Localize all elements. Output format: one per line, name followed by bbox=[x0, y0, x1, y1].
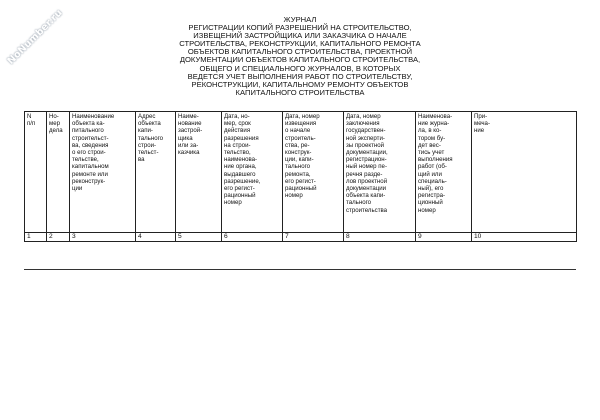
column-header bbox=[283, 112, 344, 233]
column-header-line: дела bbox=[49, 127, 63, 135]
column-header-line: меча- bbox=[474, 120, 490, 128]
column-header-line: номер bbox=[224, 199, 242, 207]
column-number: 5 bbox=[176, 233, 222, 242]
column-header-line: капи- bbox=[138, 127, 153, 135]
title-line: СТРОИТЕЛЬСТВА, РЕКОНСТРУКЦИИ, КАПИТАЛЬНОГО РЕМОНТА bbox=[179, 39, 421, 49]
column-header-line: рационный bbox=[224, 192, 256, 200]
column-header bbox=[136, 112, 176, 233]
column-header-line: ционный bbox=[418, 199, 443, 207]
column-header bbox=[416, 112, 472, 233]
column-header-line: тального bbox=[285, 163, 311, 171]
column-header-line: застрой- bbox=[178, 127, 203, 135]
column-header bbox=[47, 112, 70, 233]
column-header-line: документации bbox=[346, 185, 387, 193]
column-header-line: о начале bbox=[285, 127, 311, 135]
column-header-line: строительст- bbox=[72, 134, 109, 142]
column-header-line: извещения bbox=[285, 120, 317, 128]
column-header-line: разрешения bbox=[224, 134, 259, 142]
title-line: РЕКОНСТРУКЦИИ, КАПИТАЛЬНОМУ РЕМОНТУ ОБЪЕКТОВ bbox=[191, 79, 409, 89]
title-line: ОБЪЕКТОВ КАПИТАЛЬНОГО СТРОИТЕЛЬСТВА, ПРОЕКТНОЙ bbox=[187, 47, 413, 57]
column-header bbox=[70, 112, 136, 233]
column-header-line: капитальном bbox=[72, 163, 109, 171]
column-header-line: ремонта, bbox=[285, 170, 311, 178]
column-header-line: При- bbox=[474, 113, 488, 120]
column-header-line: Но- bbox=[49, 113, 59, 120]
column-number: 7 bbox=[283, 233, 344, 242]
column-header-line: Наименова- bbox=[418, 113, 453, 120]
column-header-line: ства, ре- bbox=[285, 141, 310, 149]
column-header-line: разрешение, bbox=[224, 177, 261, 185]
column-header-line: ции, капи- bbox=[285, 156, 314, 164]
column-header-line: строительства bbox=[346, 206, 388, 214]
column-header-line: государствен- bbox=[346, 127, 386, 135]
title-line: ЖУРНАЛ bbox=[283, 15, 317, 24]
column-header-line: Дата, номер bbox=[285, 113, 320, 120]
column-number: 8 bbox=[344, 233, 416, 242]
column-header-line: тись учет bbox=[418, 149, 445, 157]
column-header-line: выдавшего bbox=[224, 170, 256, 178]
column-header-line: номер bbox=[418, 206, 436, 214]
column-header-line: регистрацион- bbox=[346, 156, 387, 164]
column-header-line: специаль- bbox=[418, 177, 447, 185]
column-header-line: щика bbox=[178, 134, 193, 142]
table-header-row bbox=[25, 112, 577, 233]
column-header-line: Дата, номер bbox=[346, 113, 381, 120]
title-line: ВЕДЕТСЯ УЧЕТ ВЫПОЛНЕНИЯ РАБОТ ПО СТРОИТЕЛЬСТВУ, bbox=[187, 71, 413, 81]
watermark-logo: NoNumber.ru bbox=[5, 7, 65, 67]
title-line: КАПИТАЛЬНОГО СТРОИТЕЛЬСТВА bbox=[235, 87, 365, 97]
column-header-line: ный), его bbox=[418, 185, 444, 193]
column-header-line: мер bbox=[49, 120, 60, 128]
column-header-line: ный номер пе- bbox=[346, 163, 387, 171]
column-header-line: работ (об- bbox=[418, 163, 447, 171]
column-header bbox=[472, 112, 577, 233]
column-header-line: тельстве, bbox=[72, 156, 99, 164]
column-header-line: объекта капи- bbox=[346, 192, 386, 200]
title-line: ИЗВЕЩЕНИЙ ЗАСТРОЙЩИКА ИЛИ ЗАКАЗЧИКА О НАЧАЛЕ bbox=[193, 31, 407, 41]
column-header-line: зы проектной bbox=[346, 141, 385, 149]
column-header bbox=[176, 112, 222, 233]
column-number: 3 bbox=[70, 233, 136, 242]
column-header-line: реконструк- bbox=[72, 177, 106, 185]
column-header-line: Наиме- bbox=[178, 113, 199, 120]
column-header bbox=[222, 112, 283, 233]
title-line: РЕГИСТРАЦИИ КОПИЙ РАЗРЕШЕНИЙ НА СТРОИТЕЛЬСТВО, bbox=[188, 23, 412, 33]
journal-title bbox=[160, 16, 440, 97]
column-header-line: на строи- bbox=[224, 141, 251, 149]
column-header-line: о его строи- bbox=[72, 149, 106, 157]
title-line: ДОКУМЕНТАЦИИ ОБЪЕКТОВ КАПИТАЛЬНОГО СТРОИТЕЛЬСТВА, bbox=[179, 55, 421, 65]
column-number: 10 bbox=[472, 233, 577, 242]
column-header-line: ние органа, bbox=[224, 163, 257, 171]
column-header-line: конструк- bbox=[285, 149, 312, 157]
column-header-line: объекта bbox=[138, 120, 161, 128]
column-header-line: ва bbox=[138, 156, 145, 164]
column-header-line: п/п bbox=[27, 120, 36, 128]
column-header-line: номер bbox=[285, 192, 303, 200]
column-header-line: тельст- bbox=[138, 149, 159, 157]
column-header-line: строи- bbox=[138, 141, 157, 149]
column-header-line: выполнения bbox=[418, 156, 453, 164]
column-header-line: тором бу- bbox=[418, 134, 446, 142]
column-header bbox=[344, 112, 416, 233]
column-number: 1 bbox=[25, 233, 47, 242]
journal-table bbox=[24, 111, 577, 242]
column-header-line: щий или bbox=[418, 170, 442, 178]
column-header bbox=[25, 112, 47, 233]
column-header-line: его регист- bbox=[224, 185, 255, 193]
column-header-line: регистра- bbox=[418, 192, 446, 200]
column-header-line: документации, bbox=[346, 149, 388, 157]
column-header-line: казчика bbox=[178, 149, 200, 157]
column-header-line: ние журна- bbox=[418, 120, 450, 128]
column-header-line: мер, срок bbox=[224, 120, 251, 128]
column-header-line: Наименование bbox=[72, 113, 115, 120]
column-header-line: ремонте или bbox=[72, 170, 108, 178]
column-header-line: ние bbox=[474, 127, 485, 135]
column-header-line: речня разде- bbox=[346, 170, 383, 178]
column-header-line: объекта ка- bbox=[72, 120, 105, 128]
column-header-line: нование bbox=[178, 120, 202, 128]
column-header-line: ла, в ко- bbox=[418, 127, 442, 135]
column-header-line: действия bbox=[224, 127, 251, 135]
column-header-line: Адрес bbox=[138, 113, 156, 120]
column-header-line: N bbox=[27, 113, 32, 120]
column-header-line: ции bbox=[72, 185, 83, 193]
column-number: 6 bbox=[222, 233, 283, 242]
column-number: 4 bbox=[136, 233, 176, 242]
column-number: 9 bbox=[416, 233, 472, 242]
column-header-line: тельство, bbox=[224, 149, 251, 157]
column-header-line: строитель- bbox=[285, 134, 316, 142]
column-header-line: его регист- bbox=[285, 177, 316, 185]
column-header-line: ва, сведения bbox=[72, 141, 109, 149]
column-header-line: Дата, но- bbox=[224, 113, 250, 120]
column-header-line: ной эксперти- bbox=[346, 134, 385, 142]
column-header-line: заключения bbox=[346, 120, 380, 128]
column-header-line: тального bbox=[346, 199, 372, 207]
title-line: ОБЩЕГО И СПЕЦИАЛЬНОГО ЖУРНАЛОВ, В КОТОРЫХ bbox=[199, 63, 401, 73]
column-header-line: питального bbox=[72, 127, 104, 135]
column-header-line: рационный bbox=[285, 185, 317, 193]
column-header-line: тального bbox=[138, 134, 164, 142]
column-header-line: лов проектной bbox=[346, 177, 388, 185]
divider-line bbox=[24, 269, 576, 270]
table-number-row bbox=[25, 233, 577, 242]
column-header-line: наименова- bbox=[224, 156, 258, 164]
column-number: 2 bbox=[47, 233, 70, 242]
column-header-line: или за- bbox=[178, 141, 199, 149]
column-header-line: дет вес- bbox=[418, 141, 441, 149]
